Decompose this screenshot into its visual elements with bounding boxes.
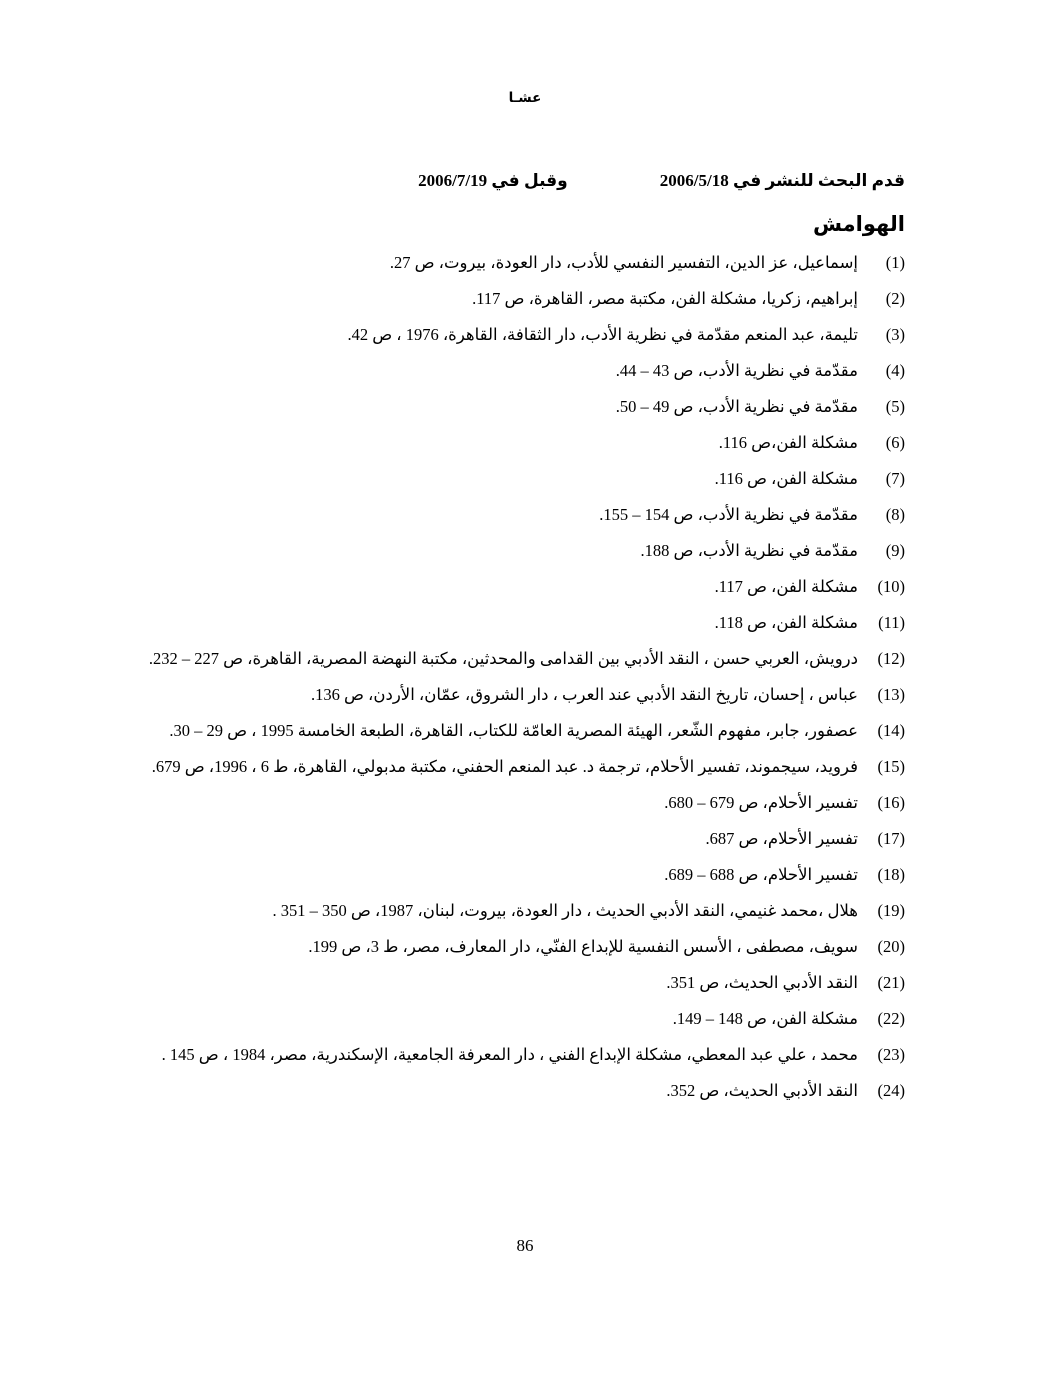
footnote-text: مقدّمة في نظرية الأدب، ص 188. [640,541,858,560]
footnote-item [130,428,905,458]
footnote-text: فرويد، سيجموند، تفسير الأحلام، ترجمة د. عبد المنعم الحفني، مكتبة مدبولي، القاهرة، ط 6 ، 1996، ص 679. [151,757,858,776]
footnote-text: محمد ، علي عبد المعطي، مشكلة الإبداع الفني ، دار المعرفة الجامعية، الإسكندرية، مصر، 1984 ، ص 145 . [161,1045,858,1064]
footnote-item [130,1004,905,1034]
footnote-number: (21) [877,973,905,992]
footnote-text: تفسير الأحلام، ص 688 – 689. [664,865,858,884]
footnote-text: مشكلة الفن، ص 117. [714,577,858,596]
footnote-text: إسماعيل، عز الدين، التفسير النفسي للأدب، دار العودة، بيروت، ص 27. [389,253,858,272]
footnote-item [130,464,905,494]
footnote-item [130,248,905,278]
footnote-text: تفسير الأحلام، ص 679 – 680. [664,793,858,812]
footnote-number: (16) [877,793,905,812]
footnote-item [130,680,905,710]
footnote-item [130,1040,905,1070]
submitted-date-text: قدم البحث للنشر في 2006/5/18 [659,171,905,190]
footnote-number: (17) [877,829,905,848]
footnote-number: (15) [877,757,905,776]
footnote-number: (4) [885,361,905,380]
footnote-text: سويف، مصطفى ، الأسس النفسية للإبداع الفنّي، دار المعارف، مصر، ط 3، ص 199. [308,937,858,956]
footnote-item [130,896,905,926]
footnote-number: (10) [877,577,905,596]
footnote-item [130,860,905,890]
page-number: 86 [516,1236,534,1255]
footnote-text: مشكلة الفن، ص 148 – 149. [672,1009,858,1028]
footnote-item [130,392,905,422]
footnote-text: درويش، العربي حسن ، النقد الأدبي بين القدامى والمحدثين، مكتبة النهضة المصرية، القاهرة، ص 227 – 232. [148,649,858,668]
footnote-number: (8) [885,505,905,524]
footnote-text: النقد الأدبي الحديث، ص 352. [666,1081,858,1100]
footnote-number: (20) [877,937,905,956]
footnote-number: (11) [878,613,905,632]
footnote-text: إبراهيم، زكريا، مشكلة الفن، مكتبة مصر، القاهرة، ص 117. [472,289,858,308]
footnote-item [130,284,905,314]
footnote-text: النقد الأدبي الحديث، ص 351. [666,973,858,992]
footnote-text: مشكلة الفن،ص 116. [718,433,858,452]
footnote-number: (13) [877,685,905,704]
footnote-item [130,824,905,854]
footnote-number: (18) [877,865,905,884]
footnote-text: مشكلة الفن، ص 116. [714,469,858,488]
footnote-number: (12) [877,649,905,668]
footnote-text: مشكلة الفن، ص 118. [714,613,858,632]
footnote-item [130,1076,905,1106]
footnote-item [130,320,905,350]
running-header-text: عشـا [508,90,542,105]
footnote-item [130,608,905,638]
footnote-text: مقدّمة في نظرية الأدب، ص 154 – 155. [599,505,858,524]
footnotes-list [130,248,905,1106]
footnote-text: عصفور، جابر، مفهوم الشّعر، الهيئة المصرية العامّة للكتاب، القاهرة، الطبعة الخامسة 1995 ، ص 29 – 30. [169,721,858,740]
footnote-number: (3) [885,325,905,344]
footnote-number: (6) [885,433,905,452]
footnote-item [130,500,905,530]
footnote-text: تفسير الأحلام، ص 687. [705,829,858,848]
footnotes-section-title: الهوامش [813,212,905,236]
footnote-item [130,932,905,962]
footnote-number: (9) [885,541,905,560]
footnote-text: تليمة، عبد المنعم مقدّمة في نظرية الأدب، دار الثقافة، القاهرة، 1976 ، ص 42. [347,325,858,344]
footnote-number: (22) [877,1009,905,1028]
footnote-item [130,968,905,998]
footnote-number: (2) [885,289,905,308]
footnote-number: (1) [885,253,905,272]
footnote-item [130,788,905,818]
footnote-item [130,536,905,566]
submission-dates-line [130,168,905,194]
footnote-item [130,752,905,782]
footnote-number: (19) [877,901,905,920]
footnote-text: هلال ،محمد غنيمي، النقد الأدبي الحديث ، دار العودة، بيروت، لبنان، 1987، ص 350 – 351 . [272,901,858,920]
footnote-number: (24) [877,1081,905,1100]
footnote-number: (14) [877,721,905,740]
footnote-item [130,356,905,386]
running-header [0,90,1050,106]
accepted-date-text: وقبل في 2006/7/19 [418,171,568,190]
footnote-item [130,572,905,602]
footnote-item [130,644,905,674]
footnote-number: (7) [885,469,905,488]
footnote-number: (23) [877,1045,905,1064]
footnote-text: عباس ، إحسان، تاريخ النقد الأدبي عند العرب ، دار الشروق، عمّان، الأردن، ص 136. [310,685,858,704]
footnote-text: مقدّمة في نظرية الأدب، ص 49 – 50. [615,397,858,416]
footnote-text: مقدّمة في نظرية الأدب، ص 43 – 44. [615,361,858,380]
footnote-item [130,716,905,746]
footnote-number: (5) [885,397,905,416]
